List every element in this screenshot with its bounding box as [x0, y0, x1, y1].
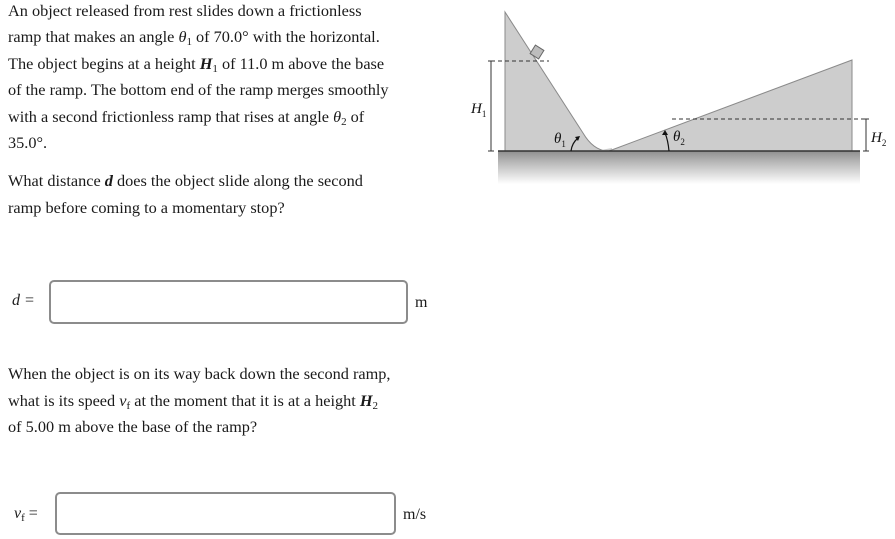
text: 35.0°.	[8, 133, 48, 152]
text: at the moment that it is at a height	[130, 391, 360, 410]
subscript: 1	[212, 63, 218, 75]
H2-label: $H_2$	[871, 130, 887, 148]
text: of	[346, 107, 365, 126]
ground	[498, 151, 860, 184]
question-2-line-1	[8, 361, 391, 388]
final-speed-answer-input[interactable]	[55, 492, 396, 535]
H2-symbol	[360, 391, 378, 410]
H1-label: $H_1$	[471, 101, 487, 119]
text: H	[199, 54, 213, 73]
d-symbol: d	[104, 171, 113, 190]
text: of 5.00 m above the base of the ramp?	[8, 417, 258, 436]
text: v	[14, 505, 22, 522]
problem-line-5	[8, 104, 364, 131]
text: of 11.0 m above the base	[217, 54, 385, 73]
text: does the object slide along the second	[112, 171, 363, 190]
subscript: 1	[186, 36, 192, 48]
text: ramp that makes an angle	[8, 27, 179, 46]
unit-meters-per-second: m/s	[403, 506, 427, 523]
question-1-line-2	[8, 195, 285, 222]
theta2-label: $\theta_2$	[673, 129, 685, 147]
question-2-line-3	[8, 414, 257, 441]
problem-line-1	[8, 0, 362, 25]
text: ramp before coming to a momentary stop?	[8, 198, 285, 217]
unit-meters: m	[415, 294, 428, 311]
subscript: 2	[372, 400, 379, 412]
subscript: f	[126, 400, 131, 412]
text: When the object is on its way back down the second ramp,	[8, 364, 391, 383]
problem-line-6	[8, 130, 47, 157]
ramp-diagram	[470, 0, 895, 200]
text: θ	[333, 107, 342, 126]
subscript: 2	[341, 116, 347, 128]
vf-symbol	[119, 391, 130, 410]
theta2-symbol	[333, 107, 347, 126]
theta1-symbol	[178, 27, 192, 46]
question-2-line-2	[8, 388, 378, 415]
text: what is its speed	[8, 391, 120, 410]
text: H	[359, 391, 373, 410]
text: An object released from rest slides down a frictionless	[8, 1, 362, 20]
theta1-label: $\theta_1$	[554, 131, 566, 149]
subscript: f	[21, 512, 25, 524]
problem-line-3	[8, 51, 384, 78]
problem-line-4	[8, 77, 389, 104]
text: v	[119, 391, 127, 410]
question-1-line-1	[8, 168, 363, 195]
text: What distance	[8, 171, 105, 190]
text: of the ramp. The bottom end of the ramp merges smoothly	[8, 80, 389, 99]
text: =	[24, 505, 38, 522]
text: of 70.0° with the horizontal.	[191, 27, 380, 46]
text: The object begins at a height	[8, 54, 200, 73]
distance-answer-input[interactable]	[49, 280, 408, 324]
answer-label-vf	[14, 505, 38, 523]
text: θ	[178, 27, 187, 46]
text: with a second frictionless ramp that rises at angle	[8, 107, 334, 126]
problem-line-2	[8, 24, 380, 51]
second-ramp	[609, 60, 852, 151]
answer-label-d: d =	[12, 292, 35, 309]
H1-symbol	[200, 54, 218, 73]
